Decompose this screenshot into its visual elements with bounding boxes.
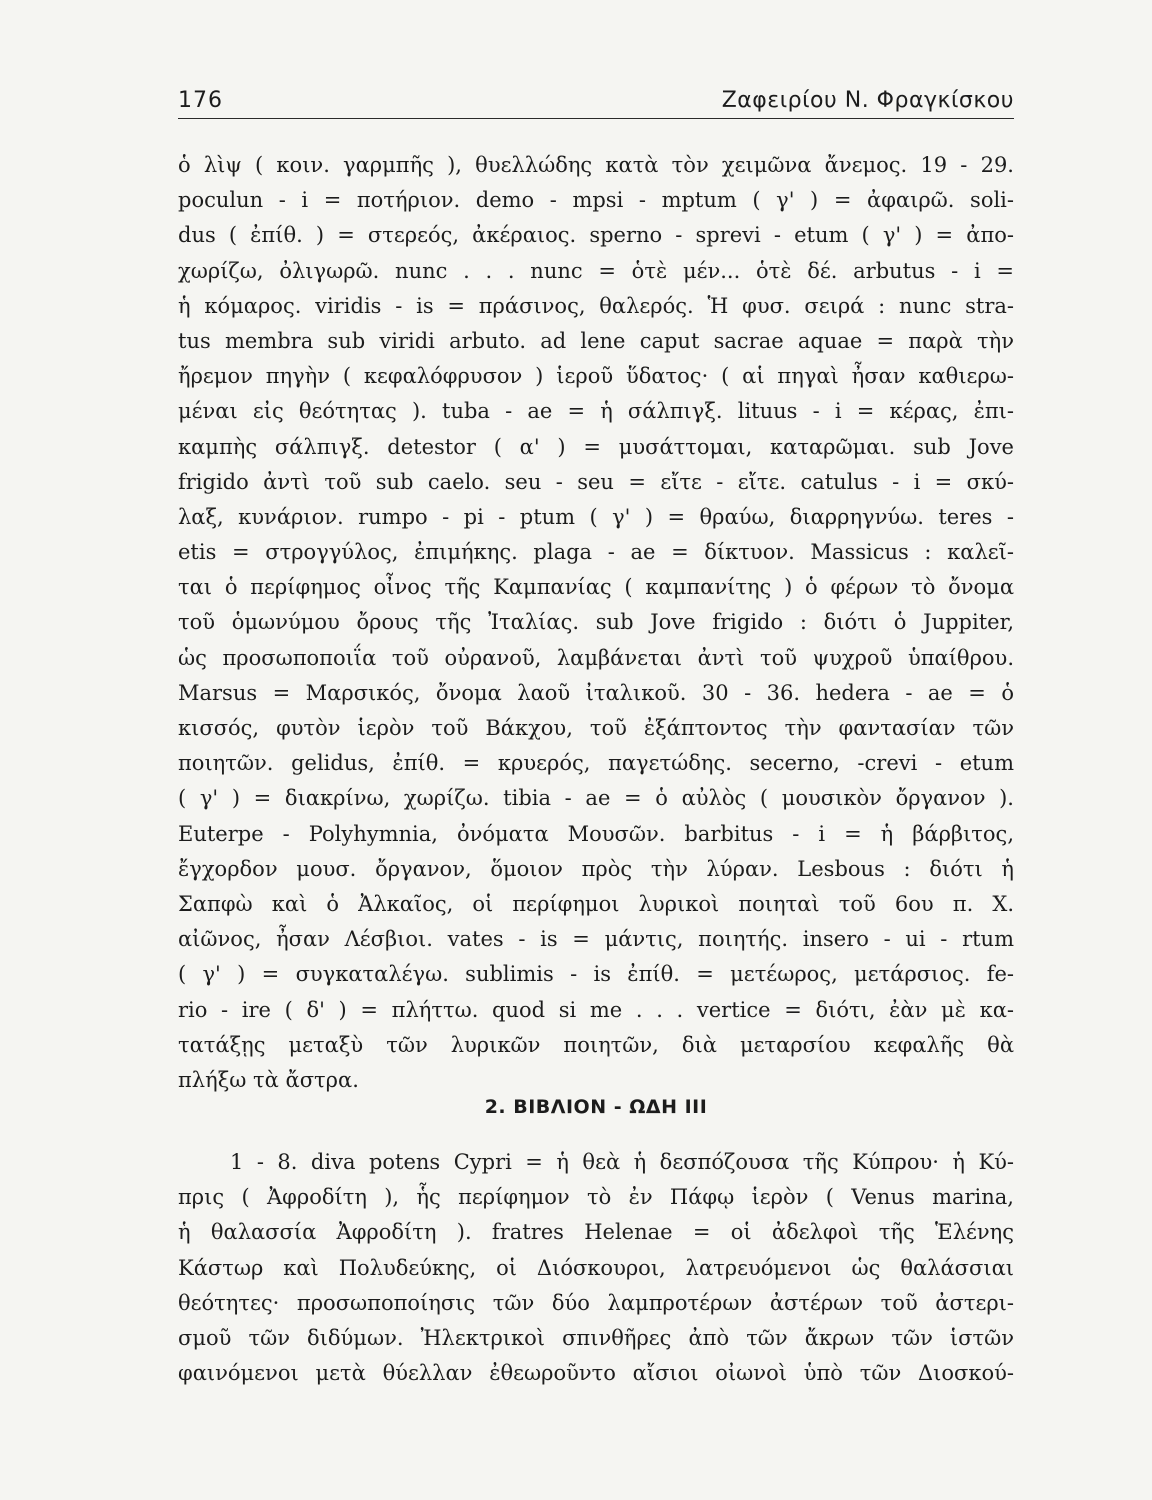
text-line: ἡ κόμαρος. viridis - is = πράσινος, θαλερός. Ἡ φυσ. σειρά : nunc stra- bbox=[178, 293, 1014, 318]
text-line: ὡς προσωποποιΐα τοῦ οὐρανοῦ, λαμβάνεται ἀντὶ τοῦ ψυχροῦ ὑπαίθρου. bbox=[178, 645, 1014, 670]
text-line: ἔγχορδον μουσ. ὄργανον, ὅμοιον πρὸς τὴν λύραν. Lesbous : διότι ἡ bbox=[178, 856, 1014, 881]
text-line: frigido ἀντὶ τοῦ sub caelo. seu - seu = εἴτε - εἴτε. catulus - i = σκύ- bbox=[178, 469, 1014, 494]
commentary-text bbox=[178, 148, 1014, 1098]
text-line: ὁ λὶψ ( κοιν. γαρμπῆς ), θυελλώδης κατὰ τὸν χειμῶνα ἄνεμος. 19 - 29. bbox=[178, 153, 1014, 177]
text-line: θεότητες· προσωποποίησις τῶν δύο λαμπροτέρων ἀστέρων τοῦ ἀστερι- bbox=[178, 1290, 1014, 1315]
text-line: dus ( ἐπίθ. ) = στερεός, ἀκέραιος. sperno - sprevi - etum ( γ' ) = ἀπο- bbox=[178, 223, 1014, 248]
running-title: Ζαφειρίου Ν. Φραγκίσκου bbox=[721, 88, 1014, 113]
page-header bbox=[178, 82, 1014, 119]
text-line: poculun - i = ποτήριον. demo - mpsi - mptum ( γ' ) = ἀφαιρῶ. soli- bbox=[178, 188, 1014, 213]
text-line: 1 - 8. diva potens Cypri = ἡ θεὰ ἡ δεσπόζουσα τῆς Κύπρου· ἡ Κύ- bbox=[230, 1150, 1014, 1174]
text-line: σμοῦ τῶν διδύμων. Ἠλεκτρικοὶ σπινθῆρες ἀπὸ τῶν ἄκρων τῶν ἱστῶν bbox=[178, 1325, 1014, 1350]
text-line: Marsus = Μαρσικός, ὄνομα λαοῦ ἰταλικοῦ. 30 - 36. hedera - ae = ὁ bbox=[178, 680, 1014, 705]
text-line: αἰῶνος, ἦσαν Λέσβιοι. vates - is = μάντις, ποιητής. insero - ui - rtum bbox=[178, 927, 1014, 952]
text-line: rio - ire ( δ' ) = πλήττω. quod si me . . . vertice = διότι, ἐὰν μὲ κα- bbox=[178, 997, 1014, 1022]
text-line: κισσός, φυτὸν ἱερὸν τοῦ Βάκχου, τοῦ ἐξάπτοντος τὴν φαντασίαν τῶν bbox=[178, 716, 1014, 740]
text-line: λαξ, κυνάριον. rumpo - pi - ptum ( γ' ) = θραύω, διαρρηγνύω. teres - bbox=[178, 504, 1014, 529]
text-line: τοῦ ὁμωνύμου ὄρους τῆς Ἰταλίας. sub Jove frigido : διότι ὁ Juppiter, bbox=[178, 610, 1014, 635]
text-line: ( γ' ) = συγκαταλέγω. sublimis - is ἐπίθ. = μετέωρος, μετάρσιος. fe- bbox=[178, 962, 1014, 987]
text-line: πλήξω τὰ ἄστρα. bbox=[178, 1067, 359, 1092]
text-line: ἡ θαλασσία Ἀφροδίτη ). fratres Helenae = οἱ ἀδελφοὶ τῆς Ἑλένης bbox=[178, 1220, 1014, 1245]
ode-commentary-text bbox=[178, 1145, 1014, 1391]
text-line: φαινόμενοι μετὰ θύελλαν ἐθεωροῦντο αἴσιοι οἰωνοὶ ὑπὸ τῶν Διοσκού- bbox=[178, 1361, 1014, 1386]
text-line: καμπὴς σάλπιγξ. detestor ( α' ) = μυσάττομαι, καταρῶμαι. sub Jove bbox=[178, 434, 1014, 459]
section-heading: 2. ΒΙΒΛΙΟΝ - ΩΔΗ III bbox=[484, 1096, 708, 1118]
text-line: μέναι εἰς θεότητας ). tuba - ae = ἡ σάλπιγξ. lituus - i = κέρας, ἐπι- bbox=[178, 399, 1014, 424]
text-line: ἤρεμον πηγὴν ( κεφαλόφρυσον ) ἱεροῦ ὕδατος· ( αἱ πηγαὶ ἦσαν καθιερω- bbox=[178, 364, 1014, 389]
text-line: etis = στρογγύλος, ἐπιμήκης. plaga - ae = δίκτυον. Massicus : καλεῖ- bbox=[178, 540, 1014, 565]
text-line: ( γ' ) = διακρίνω, χωρίζω. tibia - ae = ὁ αὐλὸς ( μουσικὸν ὄργανον ). bbox=[178, 786, 1014, 811]
text-line: tus membra sub viridi arbuto. ad lene caput sacrae aquae = παρὰ τὴν bbox=[178, 328, 1014, 353]
text-line: Σαπφὼ καὶ ὁ Ἀλκαῖος, οἱ περίφημοι λυρικοὶ ποιηταὶ τοῦ 6ου π. Χ. bbox=[178, 891, 1014, 916]
text-line: τατάξῃς μεταξὺ τῶν λυρικῶν ποιητῶν, διὰ μεταρσίου κεφαλῆς θὰ bbox=[178, 1032, 1014, 1057]
text-line: ποιητῶν. gelidus, ἐπίθ. = κρυερός, παγετώδης. secerno, -crevi - etum bbox=[178, 751, 1014, 776]
page-number: 176 bbox=[178, 88, 223, 113]
text-line: χωρίζω, ὀλιγωρῶ. nunc . . . nunc = ὁτὲ μέν... ὁτὲ δέ. arbutus - i = bbox=[178, 258, 1014, 283]
text-line: ται ὁ περίφημος οἶνος τῆς Καμπανίας ( καμπανίτης ) ὁ φέρων τὸ ὄνομα bbox=[178, 575, 1014, 600]
text-line: πρις ( Ἀφροδίτη ), ἧς περίφημον τὸ ἐν Πάφῳ ἱερὸν ( Venus marina, bbox=[178, 1185, 1014, 1210]
text-line: Euterpe - Polyhymnia, ὀνόματα Μουσῶν. barbitus - i = ἡ βάρβιτος, bbox=[178, 821, 1014, 846]
text-line: Κάστωρ καὶ Πολυδεύκης, οἱ Διόσκουροι, λατρευόμενοι ὡς θαλάσσιαι bbox=[178, 1255, 1014, 1280]
